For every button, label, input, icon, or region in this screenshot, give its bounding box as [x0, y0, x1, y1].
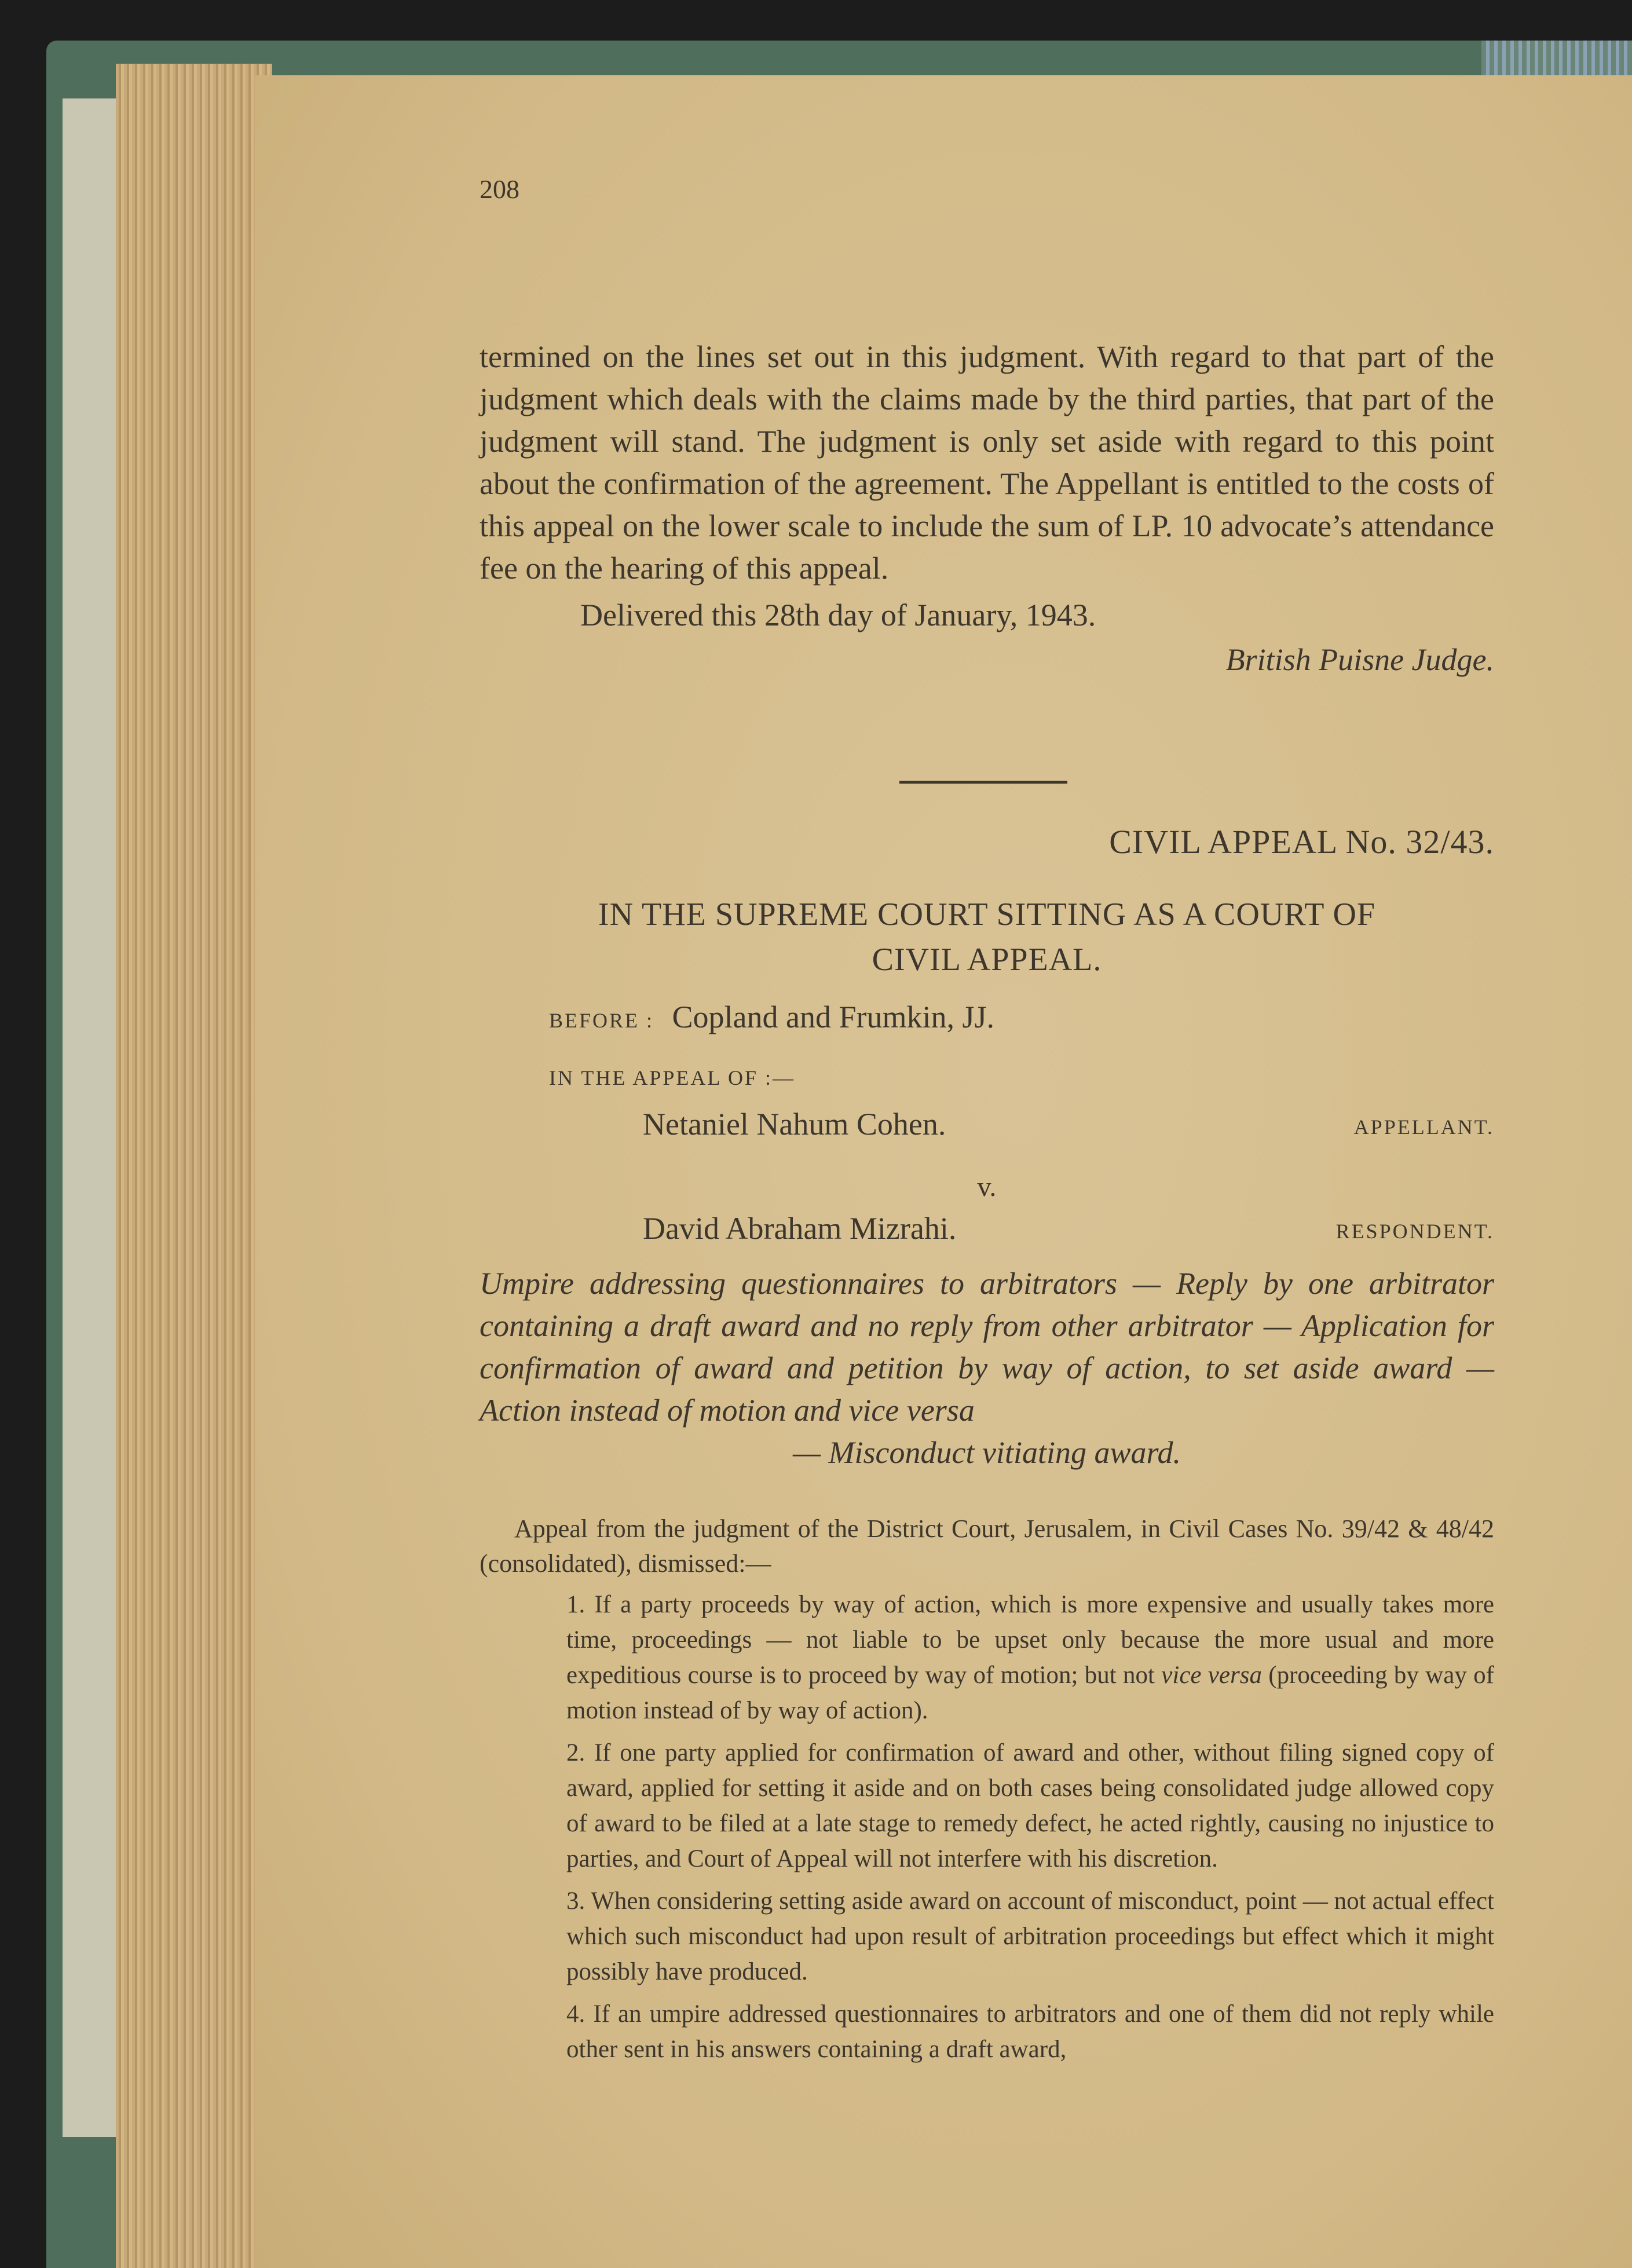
holding-1: [566, 1587, 1494, 1728]
judgment-conclusion: [480, 336, 1494, 681]
before-label: BEFORE :: [549, 1009, 654, 1032]
appeal-intro: Appeal from the judgment of the District Court, Jerusalem, in Civil Cases No. 39/42 & 48/42 (consolidated), dismissed:—: [480, 1515, 1494, 1578]
page-number: 208: [480, 174, 519, 204]
bench: [549, 999, 994, 1035]
delivered-line: Delivered this 28th day of January, 1943.: [580, 598, 1096, 632]
respondent-role: RESPONDENT.: [1335, 1220, 1494, 1243]
headnote-last: — Misconduct vitiating award.: [793, 1435, 1181, 1470]
versus: v.: [977, 1172, 997, 1202]
respondent-name: David Abraham Mizrahi.: [643, 1211, 957, 1246]
court-heading: [480, 892, 1494, 982]
headnote: [480, 1263, 1494, 1474]
page-edges: [116, 64, 272, 2268]
appellant-role: APPELLANT.: [1353, 1115, 1494, 1139]
court-heading-line-1: IN THE SUPREME COURT SITTING AS A COURT OF: [598, 897, 1376, 932]
holding-1-italic: vice versa: [1161, 1662, 1262, 1689]
case-number: CIVIL APPEAL No. 32/43.: [1109, 823, 1494, 861]
holding-2: 2. If one party applied for confirmation of award and other, without filing signed copy of award, applied for setting it aside and on both cases being consolidated judge allowed copy of award to be filed at a late stage to remedy defect, he acted rightly, causing no injustice to parties, and Court of Appeal will not interfere with his discretion.: [566, 1739, 1494, 1872]
holding-1-text: 1. If a party proceeds by way of action, which is more expensive and usually takes more time, proceedings — not liable to be upset only because the more usual and more expeditious course is to proceed by way of motion; but not: [566, 1591, 1494, 1689]
in-the-appeal-of: IN THE APPEAL OF :—: [549, 1066, 796, 1089]
continued-paragraph: termined on the lines set out in this judgment. With regard to that part of the judgment which deals with the claims made by the third parties, that part of the judgment will stand. The judgment is only set aside with regard to this point about the confirmation of the agreement. The Appellant is entitled to the costs of this appeal on the lower scale to include the sum of LP. 10 advocate’s attendance fee on the hearing of this appeal.: [480, 339, 1494, 586]
section-divider: [899, 781, 1067, 784]
judges: Copland and Frumkin, JJ.: [672, 1000, 995, 1034]
holding-3: 3. When considering setting aside award on account of misconduct, point — not actual effect which such misconduct had upon result of arbitration proceedings but effect which it might possibly have produced.: [566, 1887, 1494, 1985]
appellant-name: Netaniel Nahum Cohen.: [643, 1107, 946, 1142]
judge-signature: British Puisne Judge.: [1225, 642, 1494, 677]
book-page: [255, 75, 1632, 2268]
holdings: [566, 1587, 1494, 2074]
headnote-main: Umpire addressing questionnaires to arbitrators — Reply by one arbitrator containing a draft award and no reply from other arbitrator — Application for confirmation of award and petition by way of action, to set aside award — Action instead of motion and vice versa: [480, 1266, 1494, 1428]
holding-1-tail: (proceeding by way of motion instead of by way of action).: [566, 1662, 1494, 1724]
court-heading-line-2: CIVIL APPEAL.: [872, 942, 1102, 978]
holding-4: 4. If an umpire addressed questionnaires to arbitrators and one of them did not reply while other sent in his answers containing a draft award,: [566, 2000, 1494, 2063]
